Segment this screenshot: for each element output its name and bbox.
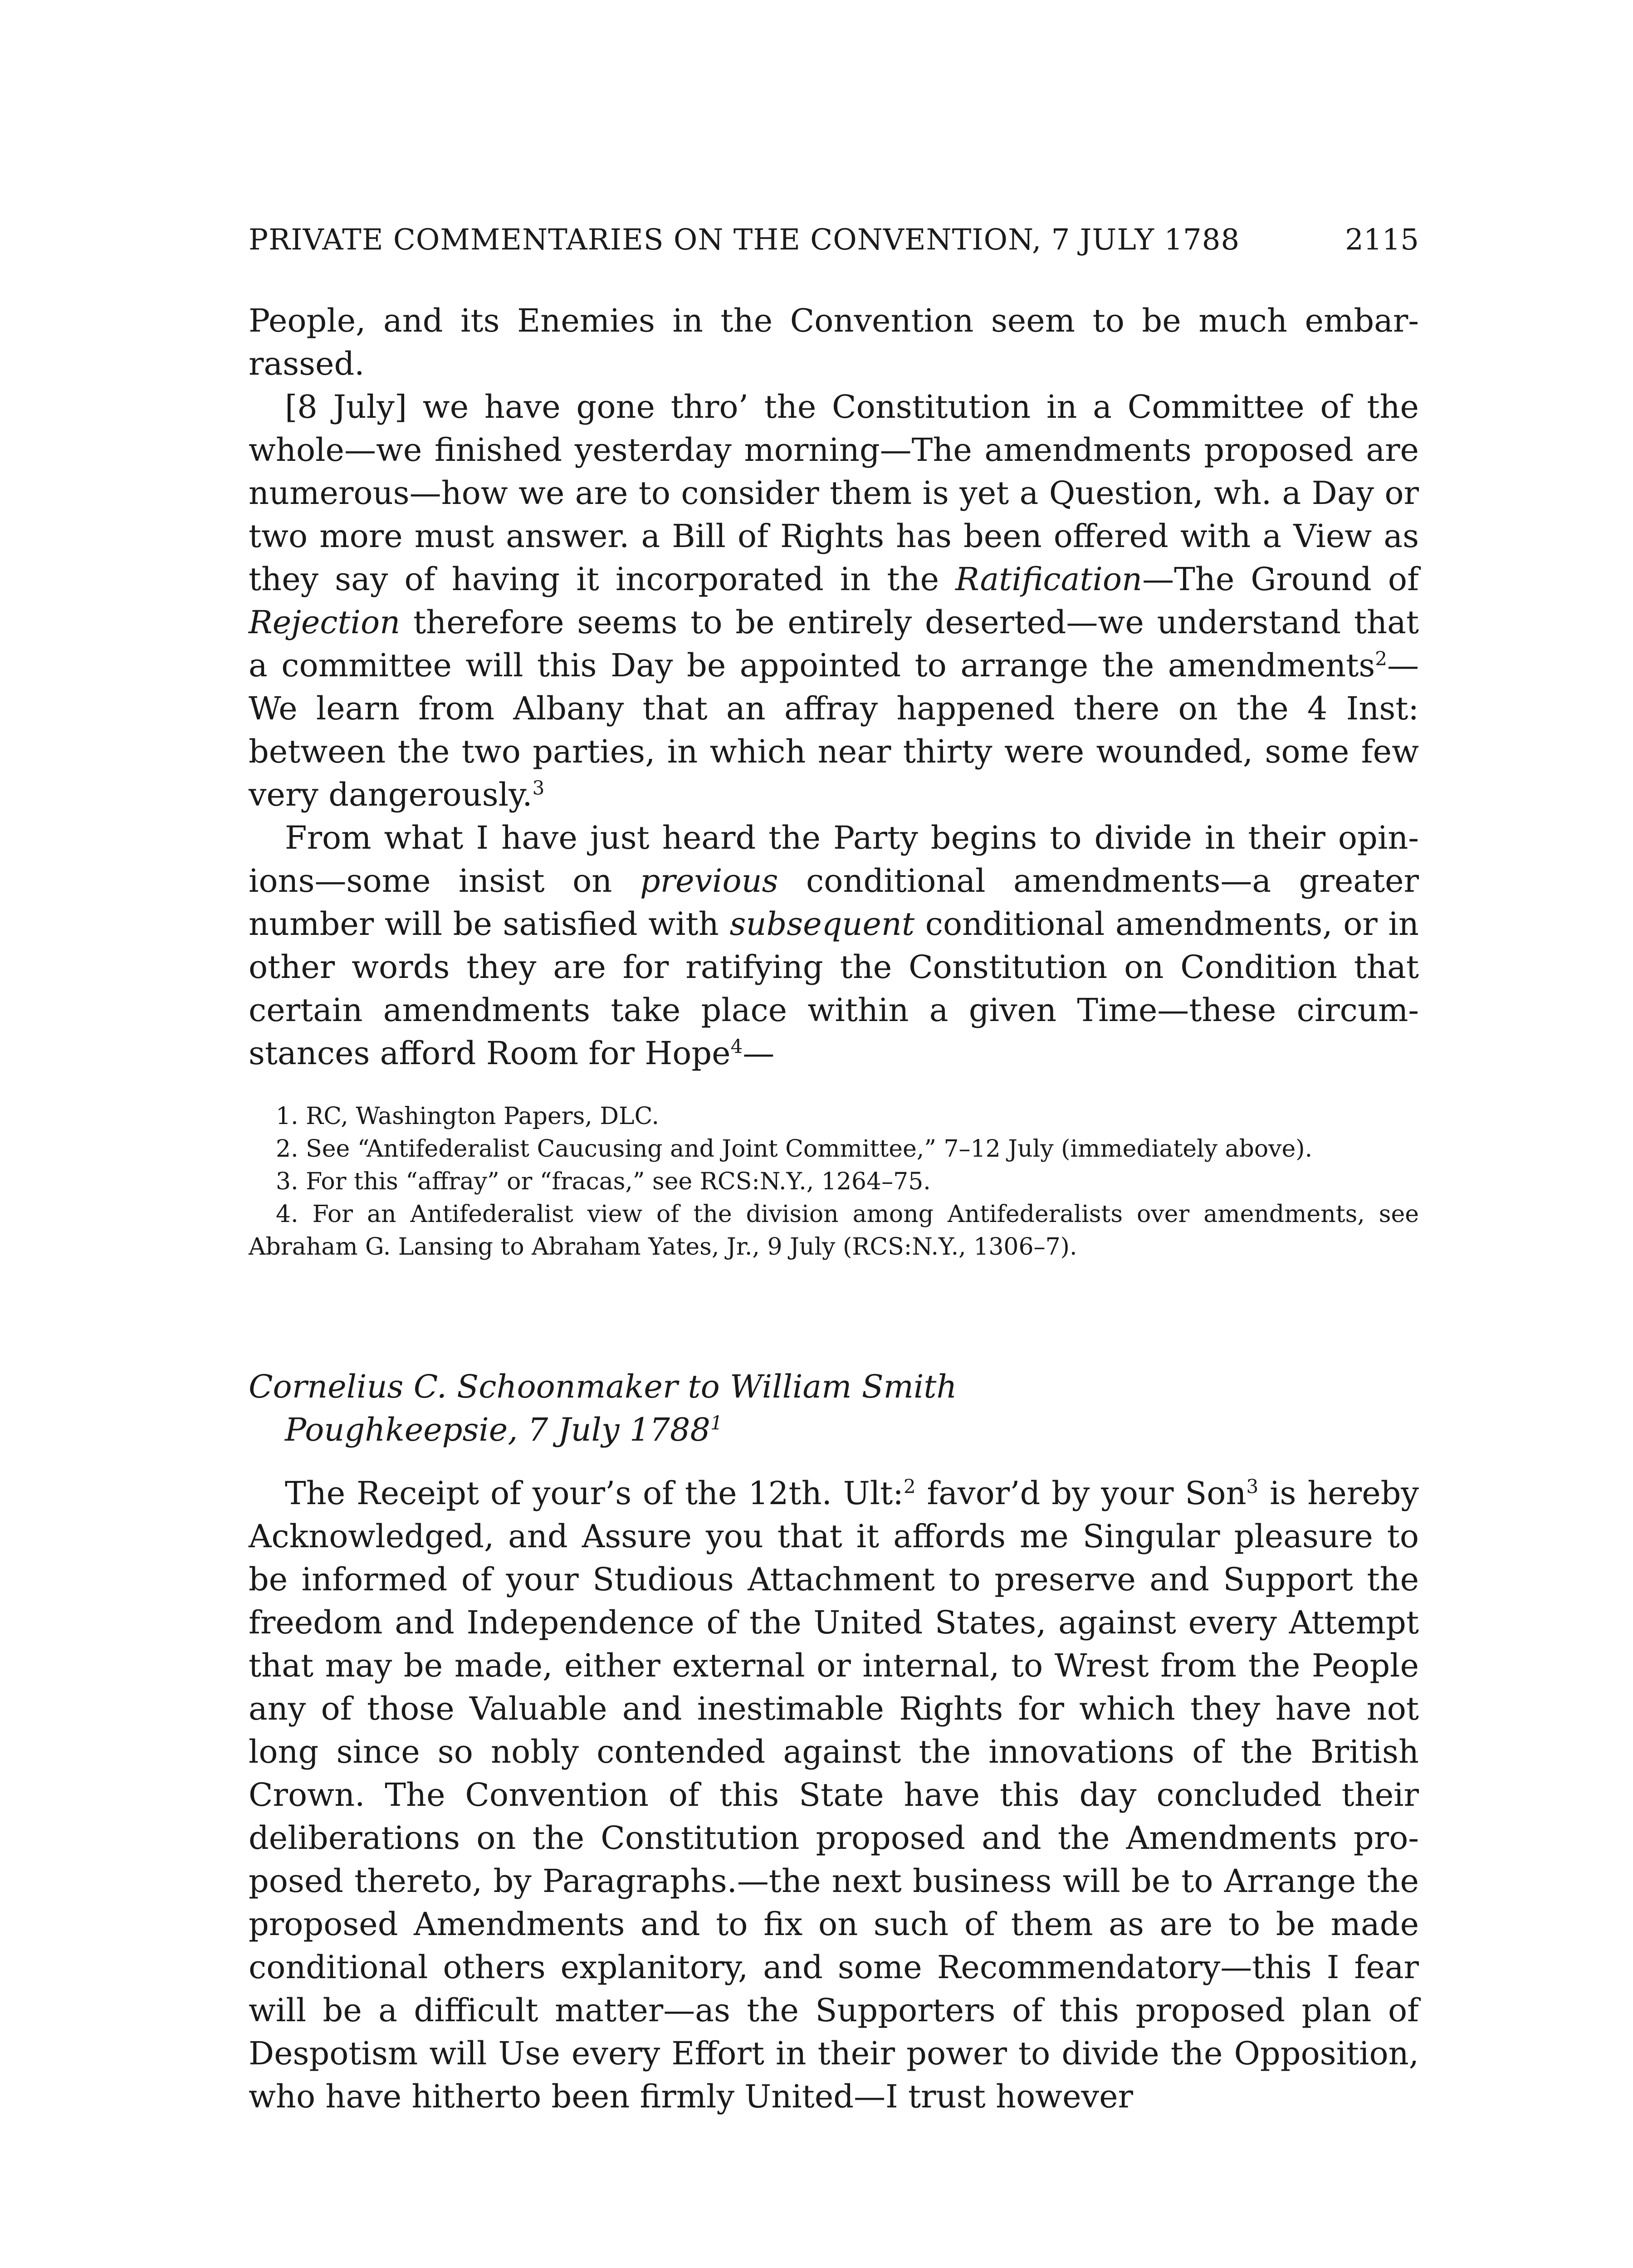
note-item: 1. RC, Washington Papers, DLC. bbox=[276, 1103, 660, 1130]
endnotes bbox=[249, 1100, 1419, 1263]
letter-body bbox=[249, 1472, 1419, 2118]
paragraph bbox=[249, 386, 1419, 816]
text-run: —We learn from Albany that an affray happened there on the 4 Inst: between the two parties, in which near thirty were wounded, some few very dangerously. bbox=[249, 647, 1419, 813]
running-head bbox=[249, 223, 1419, 264]
note-reference: 2 bbox=[903, 1475, 916, 1498]
text-run: The Receipt of your’s of the 12th. Ult: bbox=[285, 1475, 904, 1512]
note-reference: 3 bbox=[1246, 1475, 1259, 1498]
note-reference: 4 bbox=[730, 1035, 743, 1058]
paragraph bbox=[249, 816, 1419, 1075]
text-run: favor’d by your Son bbox=[915, 1475, 1247, 1512]
page-number: 2115 bbox=[1345, 223, 1419, 257]
italic-word: previous bbox=[640, 862, 778, 899]
letter-place-date bbox=[249, 1408, 1419, 1452]
place-date-text: Poughkeepsie, 7 July 1788 bbox=[285, 1411, 710, 1448]
italic-word: Ratification bbox=[955, 561, 1143, 598]
paragraph bbox=[249, 1472, 1419, 2118]
italic-word: Rejection bbox=[249, 604, 401, 641]
running-head-title: PRIVATE COMMENTARIES ON THE CONVENTION, 7 JULY 1788 bbox=[249, 223, 1240, 257]
text-run: is hereby Acknowledged, and Assure you that it affords me Singular pleasure to be informed of your Studious Attachment to preserve and Support the freedom and Independence of the United States, against every Attempt that may be made, either external or internal, to Wrest from the People any of those Valuable and inestimable Rights for which they have not long since so nobly contended against the innovations of the British Crown. The Convention of this State have this day concluded their deliberations on the Constitution proposed and the Amendments proposed thereto, by Paragraphs.—the next business will be to Arrange the proposed Amendments and to fix on such of them as are to be made conditional others explanitory, and some Recommendatory—this I fear will be a difficult matter—as the Supporters of this proposed plan of Despotism will Use every Effort in their power to divide the Opposition, who have hitherto been firmly United—I trust however bbox=[249, 1475, 1419, 2115]
paragraph: People, and its Enemies in the Convention seem to be much embarrassed. bbox=[249, 302, 1419, 382]
text-run: conditional amendments, or in other words they are for ratifying the Constitution on Condition that certain amendments take place within a given Time—these circumstances afford Room for Hope bbox=[249, 905, 1419, 1072]
text-run: conditional amendments—a greater number will be satisfied with bbox=[249, 862, 1419, 943]
text-run: —The Ground of bbox=[1142, 561, 1419, 598]
text-run: — bbox=[743, 1035, 775, 1072]
note-item: 3. For this “affray” or “fracas,” see RCS:N.Y., 1264–75. bbox=[276, 1168, 931, 1195]
letter-title: Cornelius C. Schoonmaker to William Smith bbox=[249, 1368, 957, 1405]
note-reference: 3 bbox=[532, 777, 545, 799]
note-item: 2. See “Antifederalist Caucusing and Joint Committee,” 7–12 July (immediately above). bbox=[276, 1135, 1313, 1163]
note-reference: 2 bbox=[1375, 647, 1387, 670]
text-run: [8 July] we have gone thro’ the Constitution in a Committee of the whole—we finished yesterday morning—The amendments proposed are numerous—how we are to consider them is yet a Question, wh. a Day or two more must answer. a Bill of Rights has been offered with a View as they say of having it incorporated in the bbox=[249, 388, 1419, 598]
italic-word: subsequent bbox=[729, 905, 915, 943]
text-run: therefore seems to be entirely deserted—we understand that a committee will this Day be appointed to arrange the amendments bbox=[249, 604, 1419, 684]
text-run: From what I have just heard the Party begins to divide in their opinions—some insist on bbox=[249, 819, 1419, 899]
note-item: 4. For an Antifederalist view of the division among Antifederalists over amendments, see Abraham G. Lansing to Abraham Yates, Jr., 9 July (RCS:N.Y., 1306–7). bbox=[249, 1201, 1419, 1261]
letter-text-continued bbox=[249, 299, 1419, 1075]
note-reference: 1 bbox=[710, 1412, 723, 1434]
letter-heading bbox=[249, 1365, 1419, 1452]
